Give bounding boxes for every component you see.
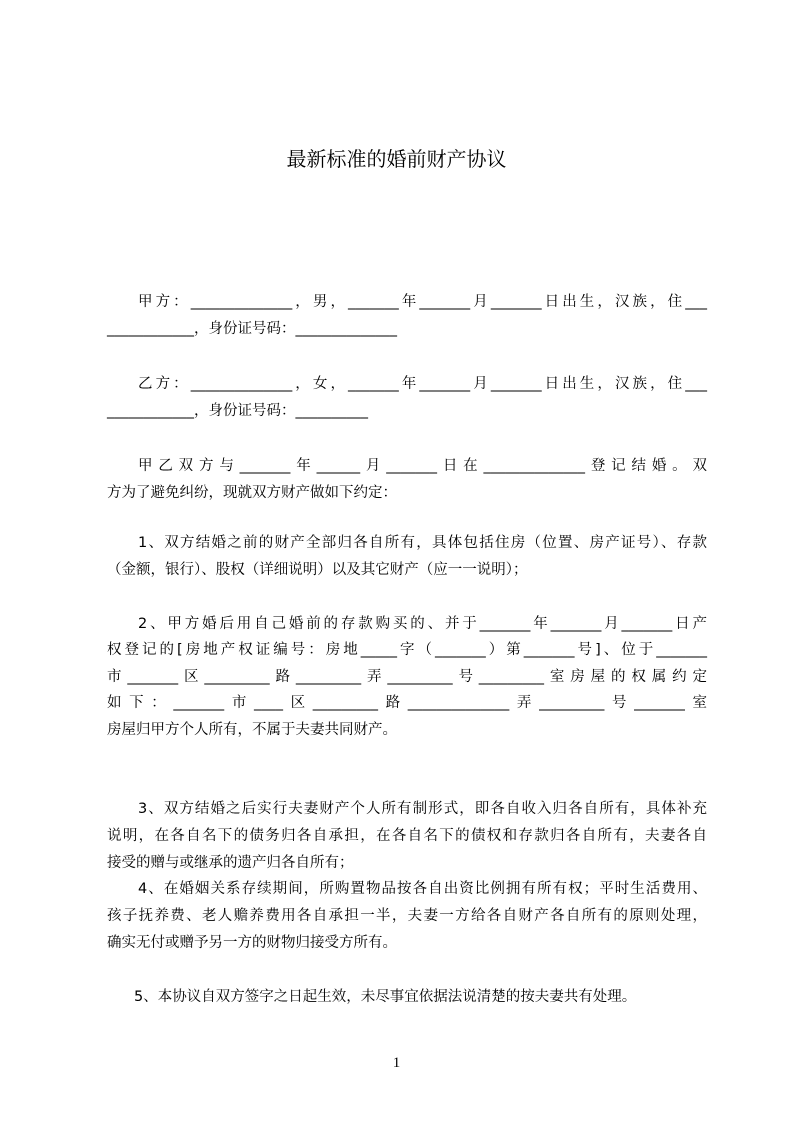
clause-2-line: 如下：_______市____区_________路______________弄_________号_______室 — [107, 695, 707, 711]
party-a-line: 甲方：______________，男，_______年_______月_______日出生，汉族，住___ — [138, 294, 707, 310]
party-b-line: ____________，身份证号码：__________ — [107, 403, 368, 419]
clause-2-line: 权登记的[房地产权证编号：房地_____字（_______）第_______号]、位于_______ — [107, 642, 707, 658]
clause-3-line: 3、双方结婚之后实行夫妻财产个人所有制形式，即各自收入归各自所有，具体补充 — [138, 801, 707, 817]
clause-3-line: 接受的赠与或继承的遗产归各自所有； — [107, 855, 354, 871]
clause-4-line: 孩子抚养费、老人赡养费用各自承担一半，夫妻一方给各自财产各自所有的原则处理， — [107, 908, 707, 924]
clause-1-line: 1、双方结婚之前的财产全部归各自所有，具体包括住房（位置、房产证号）、存款 — [138, 535, 707, 551]
clause-2-line: 市_______区_________路_________弄_________号_________室房屋的权属约定 — [107, 669, 707, 685]
document-title: 最新标准的婚前财产协议 — [286, 147, 507, 171]
clause-4-line: 4、在婚姻关系存续期间，所购置物品按各自出资比例拥有所有权；平时生活费用、 — [138, 881, 707, 897]
clause-2-line: 2、甲方婚后用自己婚前的存款购买的、并于_______年_______月_______日产 — [138, 616, 707, 632]
clause-3-line: 说明，在各自名下的债务归各自承担，在各自名下的债权和存款归各自所有，夫妻各自 — [107, 828, 707, 844]
clause-1-line: （金额，银行）、股权（详细说明）以及其它财产（应一一说明）； — [107, 562, 528, 578]
party-b-line: 乙方：______________，女，_______年_______月_______日出生，汉族，住___ — [138, 376, 707, 392]
party-a-line: ____________，身份证号码：______________ — [107, 321, 397, 337]
clause-4-line: 确实无付或赠予另一方的财物归接受方所有。 — [107, 935, 397, 951]
preamble-line: 甲乙双方与_______年______月_______日在______________登记结婚。双 — [138, 458, 707, 474]
page-number: 1 — [392, 1055, 401, 1071]
preamble-line: 方为了避免纠纷，现就双方财产做如下约定： — [107, 485, 397, 501]
clause-2-line: 房屋归甲方个人所有，不属于夫妻共同财产。 — [107, 722, 397, 738]
clause-5-line: 5、本协议自双方签字之日起生效，未尽事宜依据法说清楚的按夫妻共有处理。 — [134, 989, 637, 1005]
